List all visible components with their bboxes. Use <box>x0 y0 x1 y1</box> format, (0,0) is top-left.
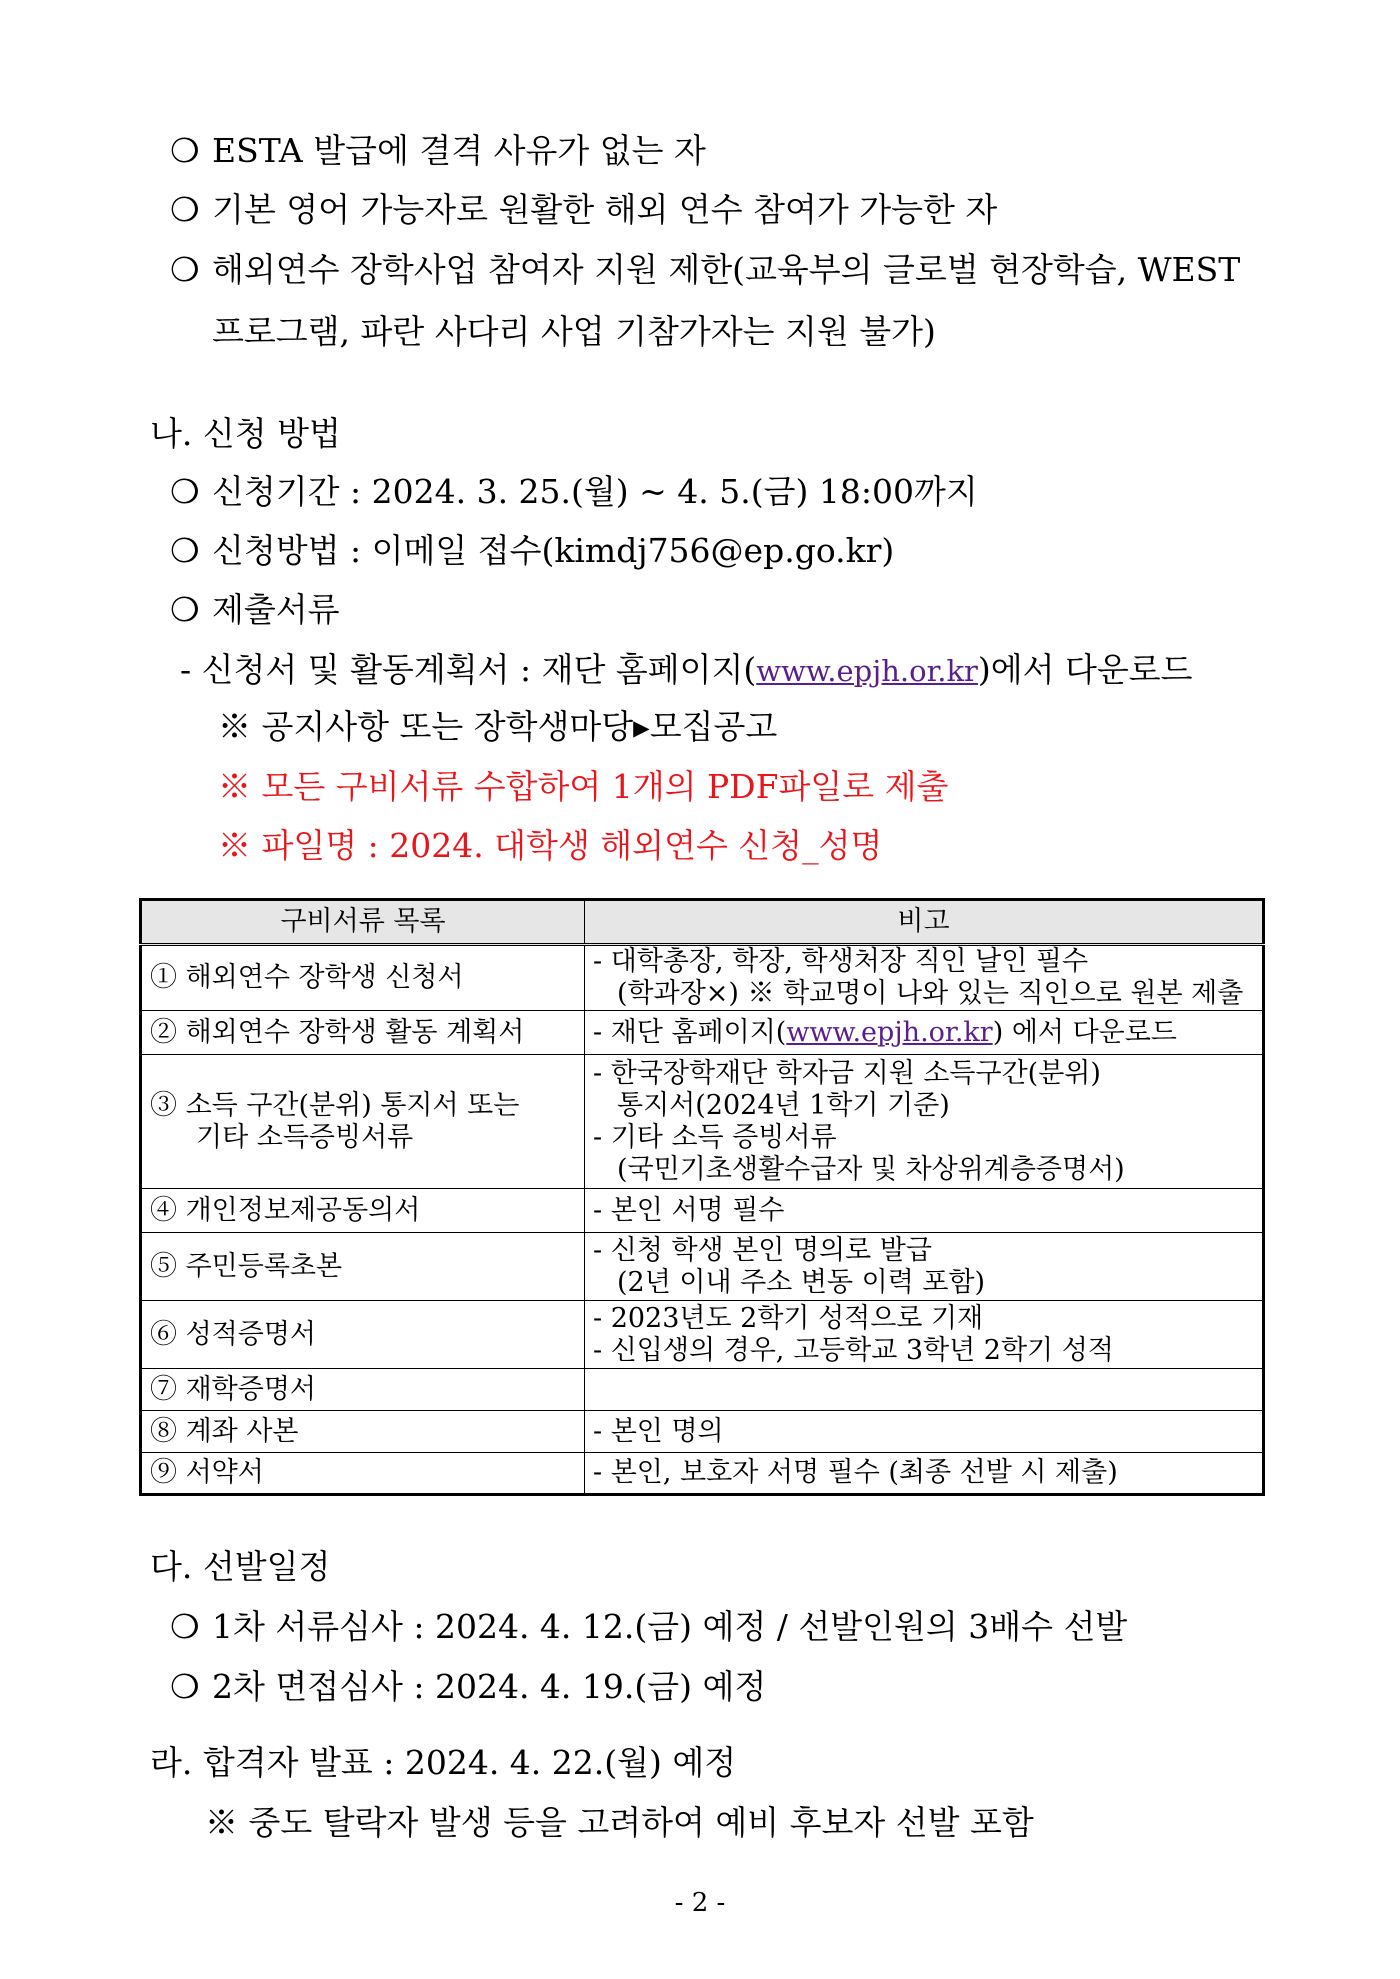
eligibility-item-esta: ❍ ESTA 발급에 결격 사유가 없는 자 <box>170 131 706 170</box>
circle-bullet-icon: ❍ <box>170 590 200 629</box>
circle-bullet-icon: ❍ <box>170 531 200 570</box>
circle-bullet-icon: ❍ <box>170 190 200 229</box>
submission-docs-title: ❍ 제출서류 <box>170 590 340 629</box>
header-remarks: 비고 <box>585 900 1264 945</box>
section-heading-schedule: 다. 선발일정 <box>150 1547 331 1586</box>
schedule-first-review: ❍ 1차 서류심사 : 2024. 4. 12.(금) 예정 / 선발인원의 3배수 선발 <box>170 1607 1128 1646</box>
note-notice-board: ※ 공지사항 또는 장학생마당▸모집공고 <box>218 707 778 746</box>
table-row <box>141 1011 1264 1055</box>
circle-bullet-icon: ❍ <box>170 1607 200 1646</box>
remark-cell: - 본인 명의 <box>585 1411 1264 1453</box>
remark-cell: - 재단 홈페이지(www.epjh.or.kr) 에서 다운로드 <box>585 1011 1264 1055</box>
table-row <box>141 1301 1264 1369</box>
doc-cell: ⑤ 주민등록초본 <box>141 1233 585 1301</box>
doc-cell: ⑥ 성적증명서 <box>141 1301 585 1369</box>
circle-bullet-icon: ❍ <box>170 250 200 289</box>
remark-cell: - 한국장학재단 학자금 지원 소득구간(분위) 통지서(2024년 1학기 기준) - 기타 소득 증빙서류 (국민기초생활수급자 및 차상위계층증명서) <box>585 1055 1264 1189</box>
remark-cell: - 본인, 보호자 서명 필수 (최종 선발 시 제출) <box>585 1453 1264 1495</box>
section-heading-application: 나. 신청 방법 <box>150 414 341 453</box>
doc-cell: ③ 소득 구간(분위) 통지서 또는 기타 소득증빙서류 <box>141 1055 585 1189</box>
eligibility-item-restriction: ❍ 해외연수 장학사업 참여자 지원 제한(교육부의 글로벌 현장학습, WEST <box>170 250 1241 289</box>
docs-download-line: - 신청서 및 활동계획서 : 재단 홈페이지(www.epjh.or.kr)에서 다운로드 <box>180 650 1193 689</box>
remark-cell: - 2023년도 2학기 성적으로 기재 - 신입생의 경우, 고등학교 3학년 2학기 성적 <box>585 1301 1264 1369</box>
remark-cell <box>585 1369 1264 1411</box>
required-documents-table <box>139 898 1265 1496</box>
doc-cell: ② 해외연수 장학생 활동 계획서 <box>141 1011 585 1055</box>
note-reserve-candidates: ※ 중도 탈락자 발생 등을 고려하여 예비 후보자 선발 포함 <box>205 1803 1034 1842</box>
eligibility-item-restriction-cont: 프로그램, 파란 사다리 사업 기참가자는 지원 불가) <box>212 312 936 351</box>
remark-cell: - 본인 서명 필수 <box>585 1189 1264 1233</box>
application-method: ❍ 신청방법 : 이메일 접수(kimdj756@ep.go.kr) <box>170 531 895 570</box>
schedule-second-interview: ❍ 2차 면접심사 : 2024. 4. 19.(금) 예정 <box>170 1667 767 1706</box>
table-row <box>141 1369 1264 1411</box>
doc-cell: ④ 개인정보제공동의서 <box>141 1189 585 1233</box>
table-row <box>141 1453 1264 1495</box>
doc-cell: ⑦ 재학증명서 <box>141 1369 585 1411</box>
circle-bullet-icon: ❍ <box>170 1667 200 1706</box>
table-row <box>141 1055 1264 1189</box>
homepage-link[interactable]: www.epjh.or.kr <box>756 654 978 688</box>
eligibility-item-english: ❍ 기본 영어 가능자로 원활한 해외 연수 참여가 가능한 자 <box>170 190 998 229</box>
table-row <box>141 945 1264 1011</box>
section-heading-announcement: 라. 합격자 발표 : 2024. 4. 22.(월) 예정 <box>150 1743 737 1782</box>
circle-bullet-icon: ❍ <box>170 131 200 170</box>
remark-cell: - 신청 학생 본인 명의로 발급 (2년 이내 주소 변동 이력 포함) <box>585 1233 1264 1301</box>
remark-cell: - 대학총장, 학장, 학생처장 직인 날인 필수 (학과장×) ※ 학교명이 나와 있는 직인으로 원본 제출 <box>585 945 1264 1011</box>
note-file-name: ※ 파일명 : 2024. 대학생 해외연수 신청_성명 <box>218 826 883 865</box>
doc-cell: ① 해외연수 장학생 신청서 <box>141 945 585 1011</box>
table-row <box>141 1189 1264 1233</box>
table-header-row <box>141 900 1264 945</box>
doc-cell: ⑧ 계좌 사본 <box>141 1411 585 1453</box>
homepage-link[interactable]: www.epjh.or.kr <box>786 1016 993 1048</box>
doc-cell: ⑨ 서약서 <box>141 1453 585 1495</box>
header-docs: 구비서류 목록 <box>141 900 585 945</box>
circle-bullet-icon: ❍ <box>170 472 200 511</box>
note-pdf-merge: ※ 모든 구비서류 수합하여 1개의 PDF파일로 제출 <box>218 767 949 806</box>
table-row <box>141 1411 1264 1453</box>
application-period: ❍ 신청기간 : 2024. 3. 25.(월) ~ 4. 5.(금) 18:00까지 <box>170 472 978 511</box>
table-row <box>141 1233 1264 1301</box>
page-number: - 2 - <box>674 1888 726 1918</box>
